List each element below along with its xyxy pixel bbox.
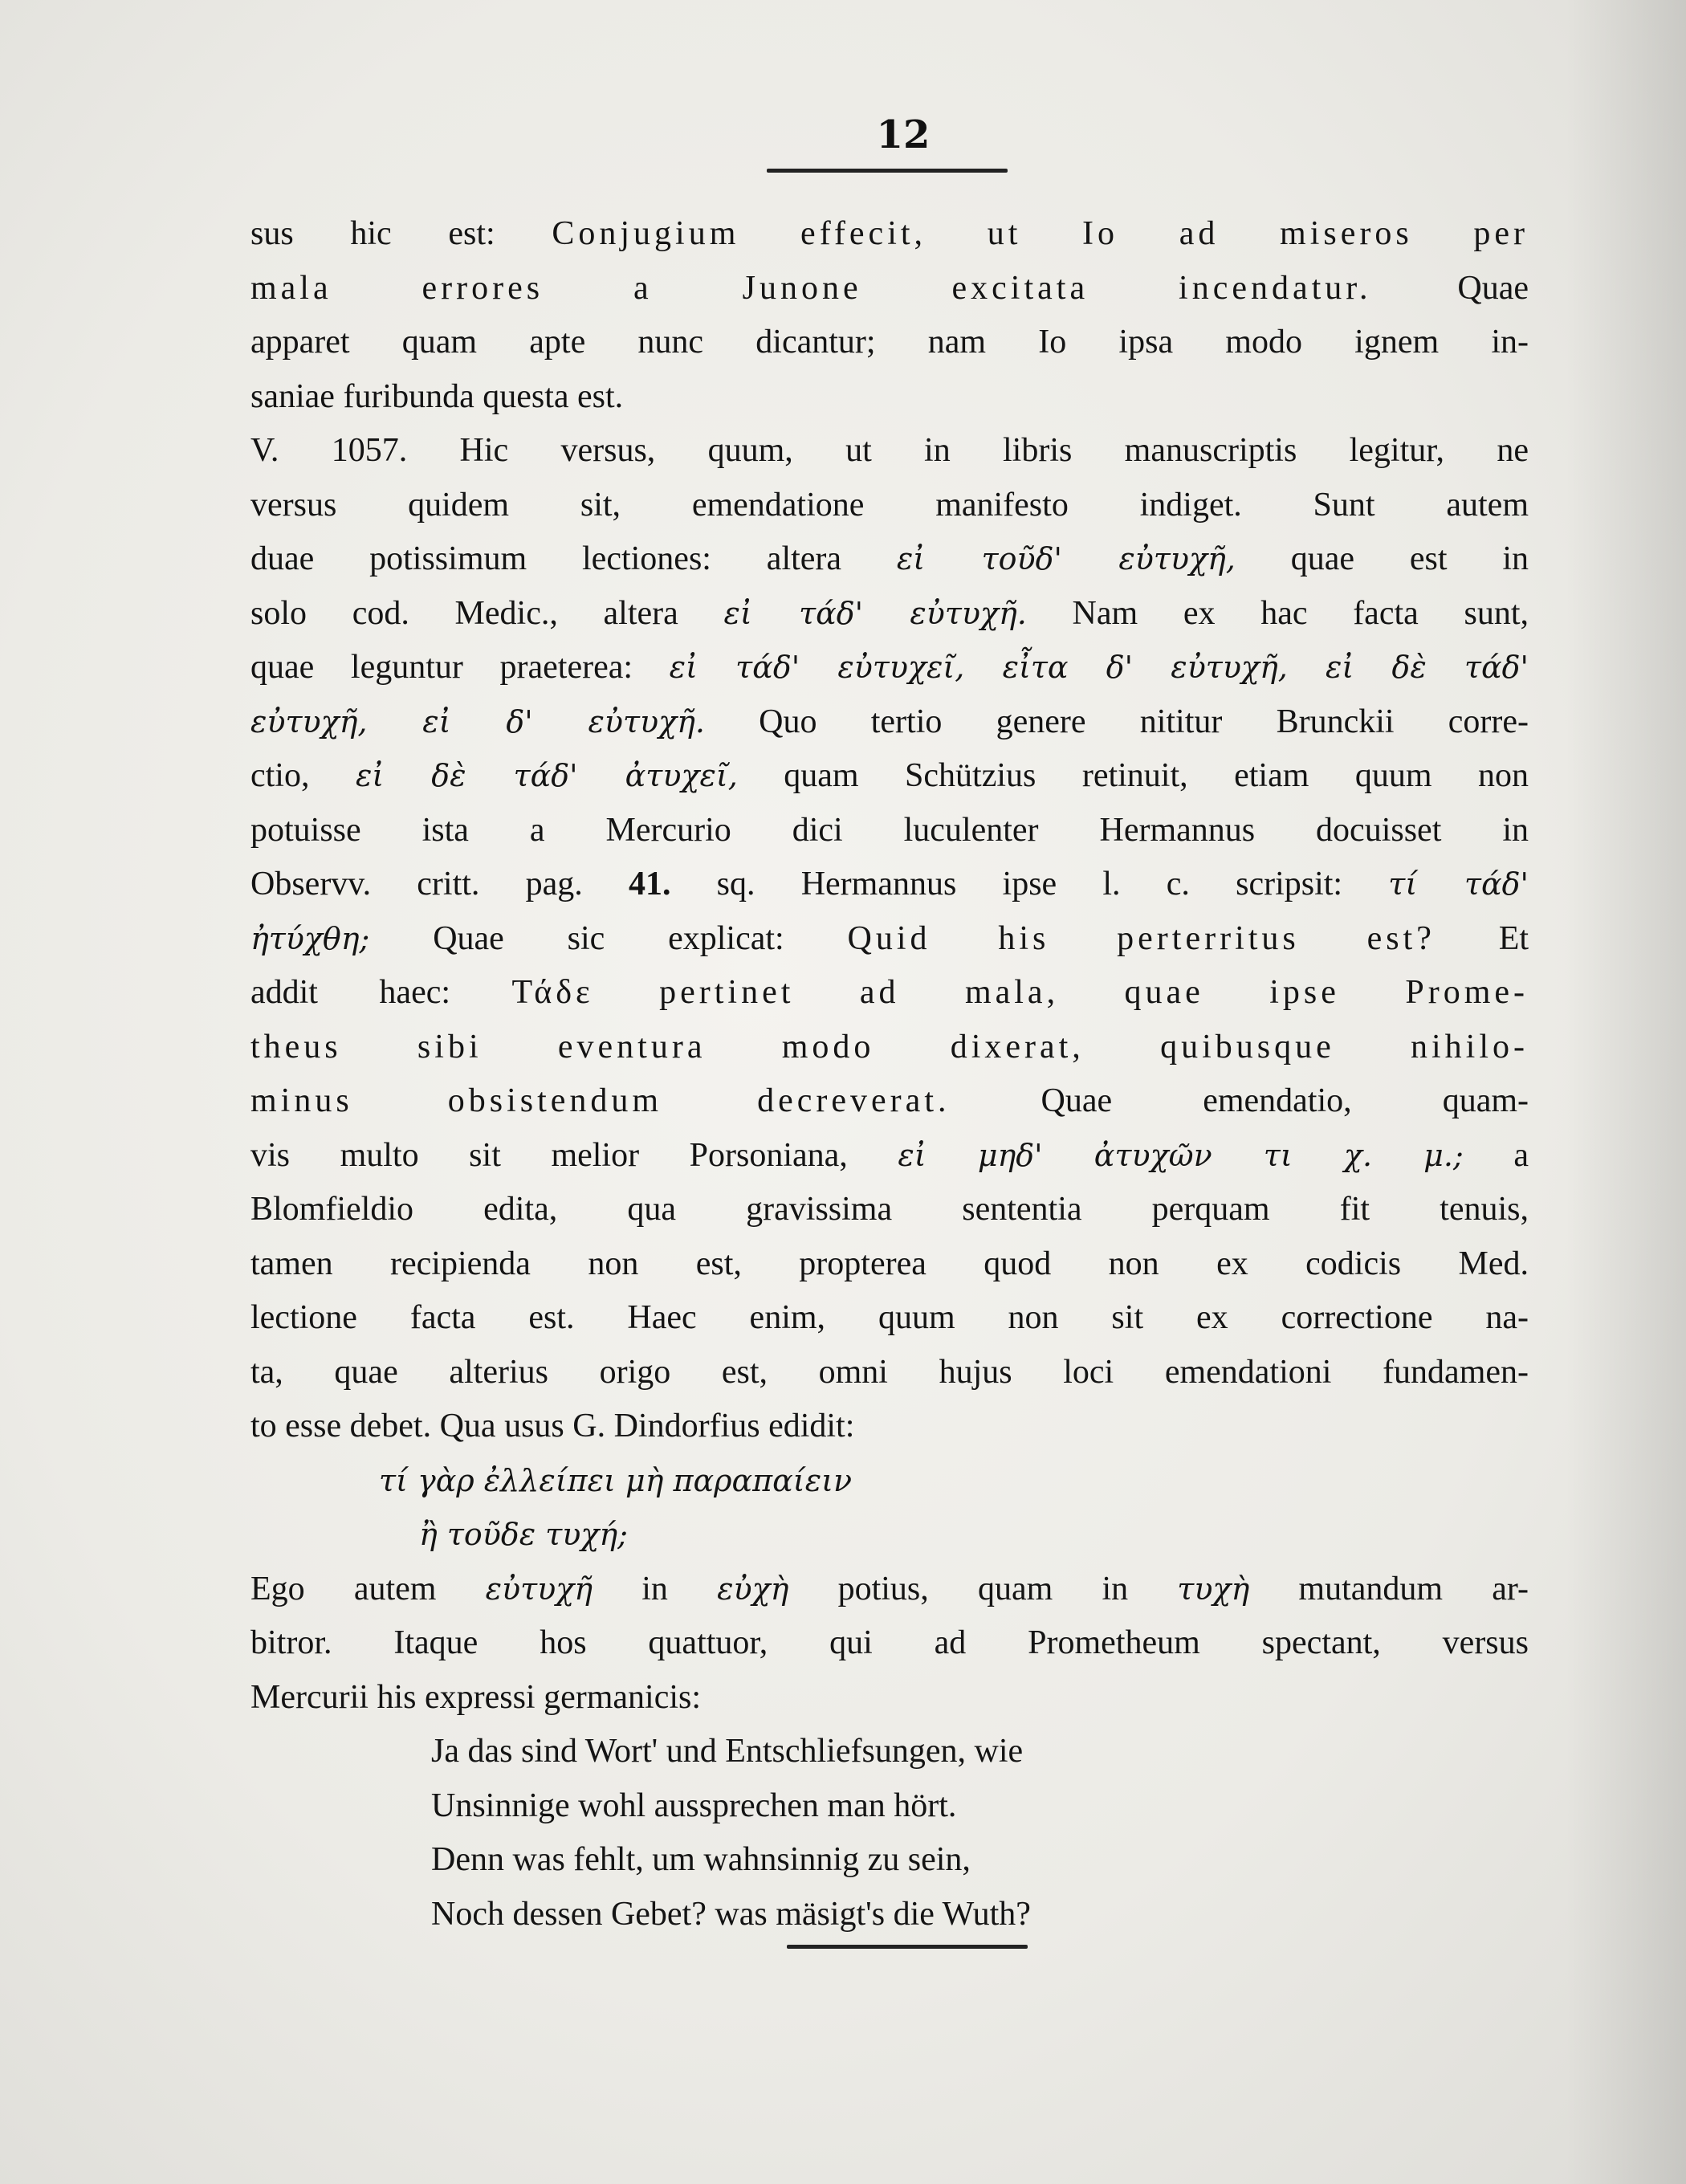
text-segment: sus hic est:	[250, 215, 552, 252]
text-line	[250, 587, 1529, 642]
text-line	[250, 479, 1529, 533]
text-line	[250, 912, 1529, 967]
text-segment: Quae	[1371, 269, 1529, 307]
text-line	[250, 804, 1529, 858]
text-line	[250, 1183, 1529, 1237]
greek-text: ἢ τοῦδε τυχή;	[419, 1517, 628, 1552]
text-segment: tamen recipienda non est, propterea quod non ex codicis Med.	[250, 1245, 1529, 1282]
text-segment: Ja das sind Wort' und Entschliefsungen, wie	[431, 1733, 1024, 1770]
text-line	[250, 207, 1529, 262]
text-line	[250, 316, 1529, 370]
greek-text: εἰ δὲ τάδ' ἀτυχεῖ,	[355, 758, 738, 793]
text-segment: addit haec:	[250, 974, 512, 1011]
greek-text: τυχὴ	[1177, 1571, 1250, 1607]
text-segment: quam Schützius retinuit, etiam quum non	[737, 757, 1529, 794]
text-segment: quae leguntur praeterea:	[250, 649, 670, 686]
text-line	[250, 1400, 1529, 1454]
text-segment: Quae emendatio, quam-	[950, 1082, 1529, 1119]
text-segment: Noch dessen Gebet? was mäsigt's die Wuth?	[431, 1895, 1031, 1933]
text-segment: Quo tertio genere nititur Brunckii corre-	[704, 703, 1529, 740]
footer-rule	[787, 1945, 1028, 1949]
text-segment: Quid his perterritus est?	[847, 919, 1436, 957]
greek-text: εὐτυχῆ, εἰ δ' εὐτυχῆ.	[250, 703, 705, 740]
text-line	[250, 1129, 1529, 1184]
text-line	[250, 1291, 1529, 1346]
text-line	[250, 749, 1529, 804]
greek-text: εὐχὴ	[717, 1571, 789, 1607]
text-segment: potius, quam in	[788, 1570, 1178, 1607]
german-verse-line	[250, 1779, 1529, 1834]
text-segment: quae est in	[1235, 540, 1529, 577]
text-segment: Et	[1435, 919, 1529, 957]
text-line	[250, 1346, 1529, 1400]
german-verse-line	[250, 1888, 1529, 1942]
text-segment: Mercurii his expressi germanicis:	[250, 1678, 702, 1716]
text-line	[250, 532, 1529, 587]
greek-text: εὐτυχῆ	[485, 1571, 593, 1607]
text-segment: Blomfieldio edita, qua gravissima sententia perquam fit tenuis,	[250, 1191, 1529, 1228]
text-line	[250, 1074, 1529, 1129]
text-segment: Quae sic explicat:	[369, 919, 848, 957]
text-segment: versus quidem sit, emendatione manifesto indiget. Sunt autem	[250, 486, 1529, 524]
text-segment: minus obsistendum decreverat.	[250, 1082, 951, 1119]
text-segment: to esse debet. Qua usus G. Dindorfius edidit:	[250, 1408, 855, 1444]
greek-text: εἰ τάδ' εὐτυχῆ.	[723, 595, 1027, 631]
greek-verse-line	[250, 1454, 1529, 1509]
text-segment: in	[593, 1570, 718, 1607]
text-line	[250, 1671, 1529, 1726]
page-number: 12	[876, 112, 931, 157]
text-line	[250, 370, 1529, 425]
greek-text: τί γὰρ ἐλλείπει μὴ παραπαίειν	[379, 1462, 853, 1498]
greek-text: τί τάδ'	[1388, 866, 1529, 902]
greek-text: εἰ τάδ' εὐτυχεῖ, εἶτα δ' εὐτυχῆ, εἰ δὲ τάδ'	[669, 650, 1529, 685]
text-segment: mutandum ar-	[1249, 1570, 1529, 1607]
text-segment: Nam ex hac facta sunt,	[1026, 594, 1529, 632]
text-segment: bitror. Itaque hos quattuor, qui ad Prometheum spectant, versus	[250, 1624, 1529, 1661]
text-segment: Conjugium effecit, ut Io ad miseros per	[552, 215, 1529, 252]
text-line	[250, 1563, 1529, 1617]
text-segment: theus sibi eventura modo dixerat, quibusque nihilo-	[250, 1028, 1529, 1066]
text-line	[250, 695, 1529, 750]
text-segment: solo cod. Medic., altera	[250, 594, 724, 632]
text-line	[250, 1021, 1529, 1075]
text-segment: lectione facta est. Haec enim, quum non sit ex correctione na-	[250, 1299, 1529, 1336]
text-segment: saniae furibunda questa est.	[250, 377, 624, 415]
text-segment: ctio,	[250, 757, 356, 794]
text-line	[250, 1237, 1529, 1292]
greek-verse-line	[250, 1508, 1529, 1563]
text-line	[250, 966, 1529, 1021]
text-segment: Unsinnige wohl aussprechen man hört.	[431, 1787, 957, 1824]
text-line	[250, 262, 1529, 316]
greek-text: ἠτύχθη;	[250, 920, 370, 956]
text-segment: potuisse ista a Mercurio dici luculenter Hermannus docuisset in	[250, 811, 1529, 849]
text-line	[250, 641, 1529, 695]
german-verse-line	[250, 1725, 1529, 1779]
text-line	[250, 858, 1529, 912]
german-verse-line	[250, 1833, 1529, 1888]
greek-text: εἰ μηδ' ἀτυχῶν τι χ. μ.;	[898, 1137, 1464, 1173]
header-rule	[767, 169, 1008, 173]
text-segment: Ego autem	[250, 1570, 486, 1607]
text-segment: a	[1463, 1136, 1529, 1174]
text-segment: apparet quam apte nunc dicantur; nam Io ipsa modo ignem in-	[250, 324, 1529, 361]
greek-text: εἰ τοῦδ' εὐτυχῆ,	[896, 541, 1236, 577]
text-segment: 41.	[628, 866, 671, 903]
text-segment: V. 1057. Hic versus, quum, ut in libris manuscriptis legitur, ne	[250, 432, 1529, 469]
text-segment: Τάδε pertinet ad mala, quae ipse Prome-	[511, 974, 1529, 1011]
text-segment: mala errores a Junone excitata incendatur.	[250, 269, 1372, 307]
text-segment: duae potissimum lectiones: altera	[250, 540, 897, 577]
text-segment: ta, quae alterius origo est, omni hujus loci emendationi fundamen-	[250, 1353, 1529, 1391]
text-segment: vis multo sit melior Porsoniana,	[250, 1136, 898, 1174]
text-segment: Denn was fehlt, um wahnsinnig zu sein,	[431, 1841, 971, 1878]
text-segment: Observv. critt. pag.	[250, 866, 629, 903]
text-line	[250, 424, 1529, 479]
text-segment: sq. Hermannus ipse l. c. scripsit:	[670, 866, 1389, 903]
body-text	[250, 207, 1529, 1942]
page-edge-shadow	[1566, 0, 1686, 2184]
text-line	[250, 1616, 1529, 1671]
